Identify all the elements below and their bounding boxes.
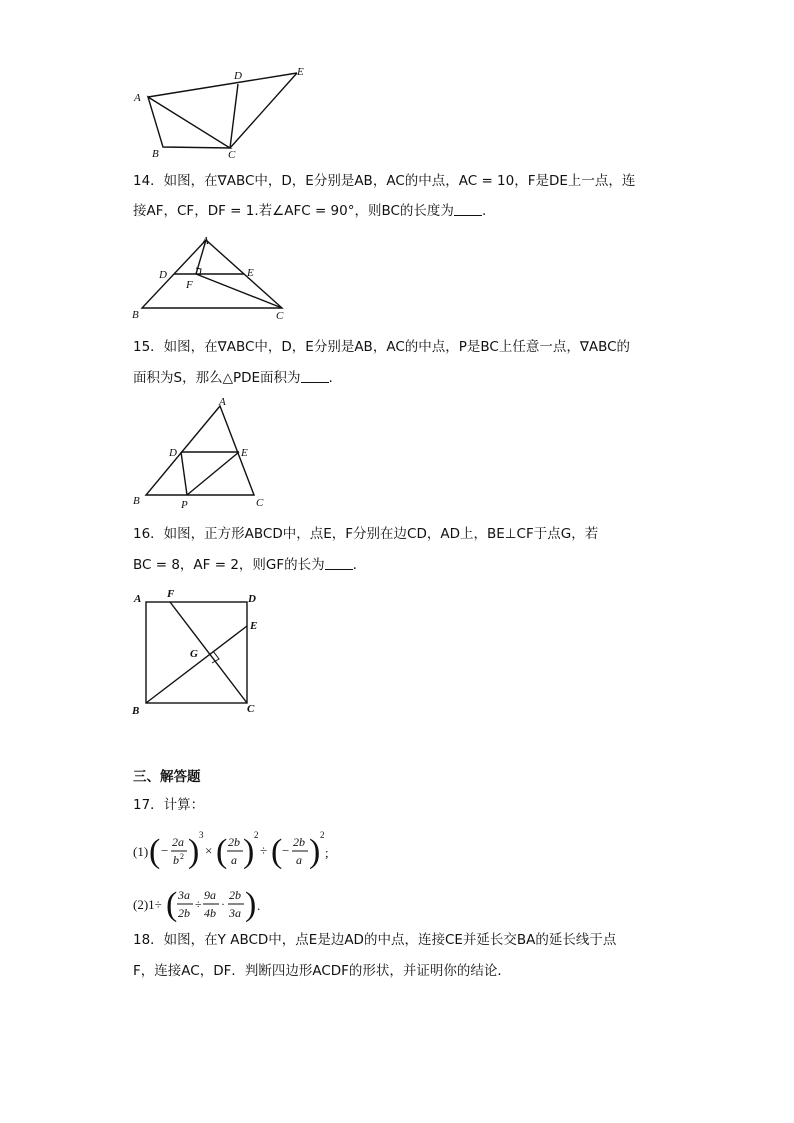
segment-ep xyxy=(187,452,239,495)
paren-open: ( xyxy=(166,886,178,923)
q14-line2-text: 接AF，CF，DF = 1.若∠AFC = 90°，则BC的长度为 xyxy=(133,203,454,219)
right-angle-mark xyxy=(212,651,219,663)
q14-answer-blank xyxy=(454,202,482,216)
frac1-den-exp: 2 xyxy=(180,852,184,861)
paren-open-2: ( xyxy=(216,833,228,870)
q16-answer-blank xyxy=(325,556,353,570)
q17-part1-label: (1) xyxy=(133,844,149,859)
minus-sign-2: − xyxy=(282,843,290,858)
label-p: P xyxy=(181,499,188,511)
divide-sign: ÷ xyxy=(195,897,202,911)
paren-close-2: ) xyxy=(243,833,255,870)
label-d: D xyxy=(234,70,242,82)
divide-sign: ÷ xyxy=(260,843,268,858)
frac-a-den: 2b xyxy=(178,906,190,920)
label-e: E xyxy=(241,447,248,459)
q16-line2 xyxy=(133,555,357,575)
frac2-den: a xyxy=(231,853,237,867)
dot-sign: · xyxy=(221,897,225,911)
figure-q16-svg xyxy=(130,586,270,721)
frac-b-num: 9a xyxy=(204,888,216,902)
figure-q13-svg xyxy=(130,62,320,162)
label-f: F xyxy=(186,279,193,291)
label-c: C xyxy=(247,703,255,715)
frac3-num: 2b xyxy=(293,835,305,849)
label-b: B xyxy=(132,309,139,321)
label-b: B xyxy=(132,705,140,717)
segment-ec xyxy=(230,73,297,148)
q15-line1: 15．如图，在∇ABC中，D，E分别是AB，AC的中点，P是BC上任意一点，∇ABC的 xyxy=(133,339,631,355)
q15-line2-end: . xyxy=(328,370,333,386)
figure-q15 xyxy=(130,394,280,514)
q17-part2-expr xyxy=(133,879,273,929)
q17-title: 17．计算： xyxy=(133,797,205,813)
q17-part2-label: (2)1÷ xyxy=(133,897,162,912)
frac-a-num: 3a xyxy=(178,888,190,902)
q17-part1-end: ; xyxy=(325,845,329,860)
label-f: F xyxy=(167,588,175,600)
q15-line2 xyxy=(133,368,333,388)
q17-part2 xyxy=(133,879,273,933)
label-c: C xyxy=(276,310,284,322)
label-g: G xyxy=(190,648,198,660)
figure-q13 xyxy=(130,62,320,162)
label-a: A xyxy=(134,593,142,605)
q17-part1-expr xyxy=(133,826,333,876)
q15-line2-text: 面积为S，那么△PDE面积为 xyxy=(133,370,301,386)
paren-close-3: ) xyxy=(309,833,321,870)
exp-2a: 2 xyxy=(254,830,259,840)
segment-ae xyxy=(148,73,297,97)
q15-answer-blank xyxy=(301,369,329,383)
figure-q14-svg xyxy=(130,230,300,325)
frac-c-den: 3a xyxy=(229,906,241,920)
times-sign: × xyxy=(205,843,213,858)
q17-part2-end: . xyxy=(257,898,261,913)
frac3-den: a xyxy=(296,853,302,867)
label-e: E xyxy=(250,620,258,632)
label-a: A xyxy=(202,235,209,247)
q16-line2-end: . xyxy=(352,557,357,573)
figure-q15-svg xyxy=(130,394,280,514)
label-d: D xyxy=(169,447,177,459)
exp-3: 3 xyxy=(199,830,204,840)
figure-q14 xyxy=(130,230,300,325)
paren-open: ( xyxy=(149,833,161,870)
q14-line2 xyxy=(133,201,486,221)
label-c: C xyxy=(228,149,236,161)
frac-c-num: 2b xyxy=(229,888,241,902)
frac2-num: 2b xyxy=(228,835,240,849)
paren-close: ) xyxy=(188,833,200,870)
minus-sign: − xyxy=(161,843,169,858)
triangle-abc xyxy=(148,97,230,148)
exp-2b: 2 xyxy=(320,830,325,840)
label-a: A xyxy=(134,92,141,104)
q16-line1: 16．如图，正方形ABCD中，点E，F分别在边CD，AD上，BE⊥CF于点G，若 xyxy=(133,526,599,542)
q18-line1: 18．如图，在Y ABCD中，点E是边AD的中点，连接CE并延长交BA的延长线于点 xyxy=(133,932,617,948)
label-e: E xyxy=(247,267,254,279)
label-c: C xyxy=(256,497,264,509)
q16-line2-text: BC = 8，AF = 2，则GF的长为 xyxy=(133,557,325,573)
frac-b-den: 4b xyxy=(204,906,216,920)
q17-part1 xyxy=(133,826,333,880)
segment-dp xyxy=(181,452,187,495)
q14-line1: 14．如图，在∇ABC中，D，E分别是AB，AC的中点，AC = 10，F是DE上一点，连 xyxy=(133,173,636,189)
label-e: E xyxy=(297,66,304,78)
label-d: D xyxy=(159,269,167,281)
paren-close: ) xyxy=(245,886,257,923)
q18-line2: F，连接AC，DF．判断四边形ACDF的形状，并证明你的结论． xyxy=(133,963,511,979)
q14-line2-end: . xyxy=(481,203,487,219)
label-b: B xyxy=(133,495,140,507)
figure-q16 xyxy=(130,586,270,721)
label-d: D xyxy=(248,593,256,605)
frac1-num: 2a xyxy=(172,835,184,849)
label-a: A xyxy=(219,396,226,408)
section-heading: 三、解答题 xyxy=(133,769,201,785)
segment-fc xyxy=(170,602,247,703)
frac1-den: b xyxy=(173,853,179,867)
triangle-abc xyxy=(146,406,254,495)
paren-open-3: ( xyxy=(271,833,283,870)
segment-dc xyxy=(230,84,238,148)
segment-fc xyxy=(196,274,282,308)
label-b: B xyxy=(152,148,159,160)
